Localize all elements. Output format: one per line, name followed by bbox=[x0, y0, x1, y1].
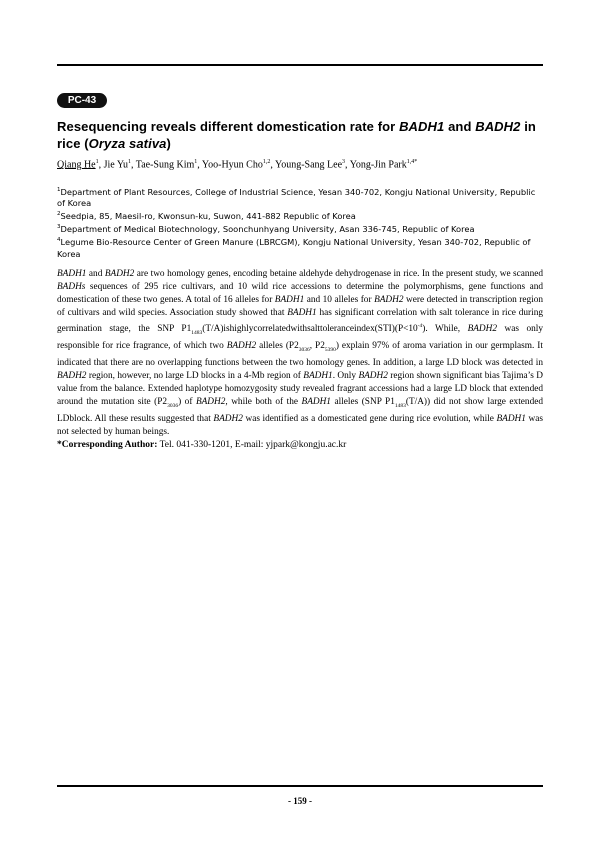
abstract-text: . Only bbox=[332, 370, 359, 381]
gene-name: BADH2 bbox=[57, 370, 87, 381]
abstract-text: , while both of the bbox=[225, 396, 302, 407]
affiliation-number: 3 bbox=[57, 224, 61, 231]
title-species: Oryza sativa bbox=[88, 136, 167, 151]
gene-name: BADH1 bbox=[57, 269, 87, 279]
paper-title bbox=[57, 118, 543, 152]
abstract bbox=[57, 268, 543, 439]
title-part: in rice ( bbox=[57, 119, 536, 151]
corresponding-label: *Corresponding Author: bbox=[57, 440, 158, 450]
session-badge: PC-43 bbox=[57, 93, 107, 108]
gene-name: BADH1 bbox=[303, 370, 333, 381]
title-gene: BADH1 bbox=[399, 119, 445, 134]
author-name: Jie Yu bbox=[103, 159, 128, 171]
affiliation bbox=[57, 222, 543, 235]
affiliation-number: 4 bbox=[57, 237, 61, 244]
author-name: Tae-Sung Kim bbox=[135, 159, 195, 171]
author-name: Young-Sang Lee bbox=[275, 159, 343, 171]
abstract-text: were detected in transcription region of cultivars and wild species. Association study showed that bbox=[57, 295, 544, 318]
affiliation-number: 2 bbox=[57, 211, 61, 218]
affiliation-list bbox=[57, 185, 543, 260]
gene-name: BADH1 bbox=[301, 396, 331, 407]
abstract-text: sequences of 295 rice cultivars, and 10 wild rice accessions to determine the polymorphisms, gene functions and domestication of these two genes. A total of 16 alleles for bbox=[57, 282, 543, 305]
author-affil-ref: 1,4* bbox=[406, 159, 418, 165]
abstract-text: region, however, no large LD blocks in a 4-Mb region of bbox=[86, 370, 304, 381]
author-affil-ref: 3 bbox=[342, 159, 346, 165]
abstract-text: was only responsible for rice fragrance, of which two bbox=[57, 324, 543, 351]
snp-position: 1483 bbox=[394, 402, 406, 409]
abstract-text: alleles (SNP P1 bbox=[330, 396, 395, 407]
title-part: Resequencing reveals different domestication rate for bbox=[57, 119, 400, 134]
author-name: Qiang He bbox=[57, 159, 96, 171]
affiliation-text: Department of Plant Resources, College of Industrial Science, Yesan 340-702, Kongju National University, Republic of Korea bbox=[57, 186, 536, 209]
gene-name: BADH2 bbox=[195, 396, 226, 407]
affiliation bbox=[57, 235, 543, 259]
abstract-text: ) of bbox=[178, 396, 196, 407]
title-part: ) bbox=[166, 136, 171, 151]
gene-name: BADH2 bbox=[213, 413, 243, 424]
corresponding-contact: Tel. 041-330-1201, E-mail: yjpark@kongju.ac.kr bbox=[157, 440, 347, 450]
gene-name: BADH1 bbox=[287, 308, 317, 318]
abstract-text: has significant correlation with salt tolerance in rice during germination stage, the SNP P1 bbox=[57, 308, 543, 335]
author-affil-ref: 1 bbox=[127, 159, 131, 165]
affiliation-text: Department of Medical Biotechnology, Soonchunhyang University, Asan 336-745, Republic of Korea bbox=[60, 224, 475, 235]
gene-name: BADH1 bbox=[496, 413, 526, 424]
corresponding-author bbox=[57, 440, 543, 450]
abstract-text: are two homology genes, encoding betaine aldehyde dehydrogenase in rice. In the present study, we scanned bbox=[134, 269, 544, 279]
author-affil-ref: 1 bbox=[95, 159, 99, 165]
author-name: Yong-Jin Park bbox=[349, 159, 407, 171]
abstract-text: was not selected by human beings. bbox=[57, 413, 543, 437]
author-affil-ref: 1 bbox=[194, 159, 198, 165]
gene-name: BADH2 bbox=[226, 340, 257, 351]
top-rule bbox=[57, 64, 543, 66]
abstract-text: alleles (P2 bbox=[256, 340, 299, 351]
author-list: Qiang He$^1$, Jie Yu$^1$, Tae-Sung Kim$^1$, Yoo-Hyun Cho$^{1,2}$, Young-Sang Lee$^3$, Yong-Jin Park$^{1,4*}$ bbox=[57, 159, 418, 171]
affiliation-text: Seedpia, 85, Maesil-ro, Kwonsun-ku, Suwon, 441-882 Republic of Korea bbox=[60, 211, 356, 222]
affiliation bbox=[57, 209, 543, 222]
title-part: and bbox=[444, 119, 476, 134]
gene-name: BADH2 bbox=[104, 269, 135, 279]
gene-name: BADH2 bbox=[358, 370, 388, 381]
bottom-rule bbox=[57, 785, 543, 787]
gene-name: BADHs bbox=[57, 282, 86, 292]
abstract-text: was identified as a domesticated gene during rice evolution, while bbox=[242, 413, 497, 424]
exponent: -4 bbox=[417, 323, 423, 329]
affiliation-text: Legume Bio-Resource Center of Green Manure (LBRCGM), Kongju National University, Yesan 340-702, Republic of Korea bbox=[57, 237, 531, 259]
snp-position: 3036 bbox=[167, 402, 179, 409]
abstract-text: , P2 bbox=[309, 340, 325, 351]
gene-name: BADH2 bbox=[467, 324, 497, 335]
abstract-text: and 10 alleles for bbox=[304, 295, 375, 305]
affiliation bbox=[57, 185, 543, 209]
abstract-text: ) explain 97% of aroma variation in our germplasm. It indicated that there are no overlapping functions between the two homology genes. In addition, a large LD block was detected in bbox=[57, 340, 543, 368]
page-number: - 159 - bbox=[288, 796, 312, 806]
author-affil-ref: 1,2 bbox=[262, 159, 271, 165]
abstract-text: (T/A)ishighlycorrelatedwithsalttoleranceindex(STI)(P<10 bbox=[202, 324, 418, 335]
snp-position: 5390 bbox=[324, 346, 336, 353]
abstract-text: region shown significant bias Tajima’s D value from the balance. Extended haplotype homozygosity study revealed fragrant accessions had a large LD block that extended around the mutation site (P2 bbox=[57, 370, 543, 407]
title-gene: BADH2 bbox=[475, 119, 521, 134]
gene-name: BADH1 bbox=[274, 295, 305, 305]
gene-name: BADH2 bbox=[374, 295, 404, 305]
abstract-text: (T/A)) did not show large extended LDblock. All these results suggested that bbox=[57, 396, 543, 424]
abstract-text: and bbox=[86, 269, 105, 279]
snp-position: 3036 bbox=[298, 346, 310, 353]
snp-position: 1483 bbox=[191, 329, 203, 336]
affiliation-number: 1 bbox=[57, 187, 61, 193]
abstract-text: ). While, bbox=[422, 324, 468, 335]
author-name: Yoo-Hyun Cho bbox=[201, 159, 263, 171]
